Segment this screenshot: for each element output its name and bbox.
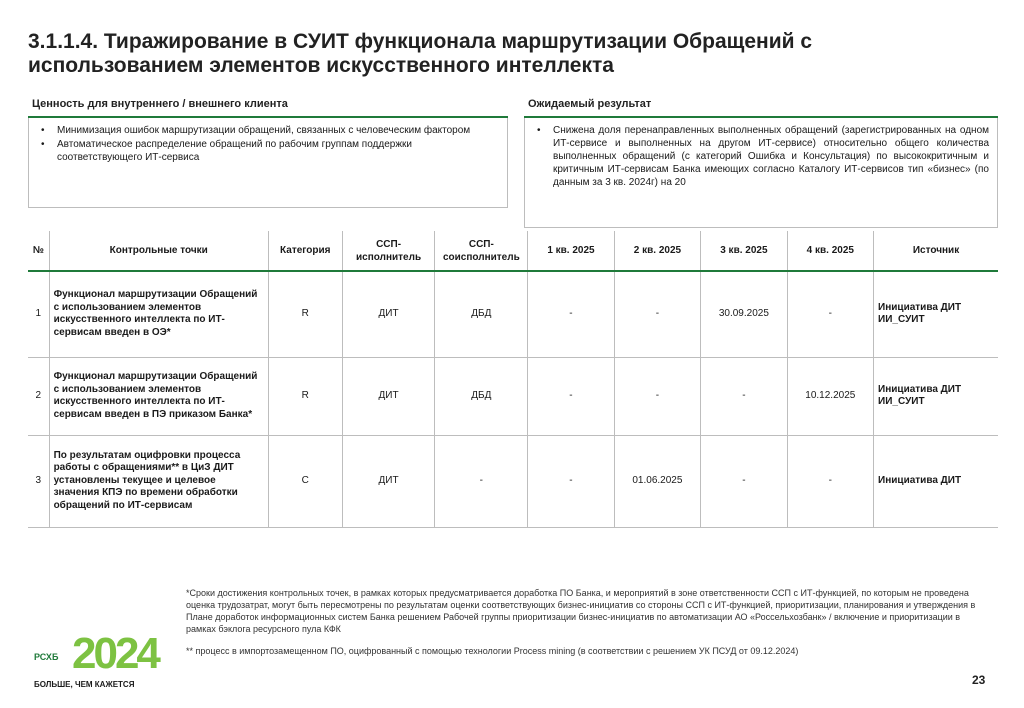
row-number: 3 bbox=[28, 435, 49, 527]
footnotes bbox=[186, 587, 976, 657]
logo-year: 2024 bbox=[72, 629, 158, 678]
q4-cell: - bbox=[787, 271, 873, 357]
header-number: № bbox=[28, 231, 49, 271]
q2-cell: - bbox=[614, 357, 700, 435]
q1-cell: - bbox=[528, 435, 614, 527]
bullet-icon: • bbox=[537, 125, 541, 136]
q2-cell: - bbox=[614, 271, 700, 357]
q1-cell: - bbox=[528, 357, 614, 435]
q2-cell: 01.06.2025 bbox=[614, 435, 700, 527]
header-checkpoints: Контрольные точки bbox=[49, 231, 268, 271]
expected-result-heading: Ожидаемый результат bbox=[524, 98, 998, 118]
source-cell: Инициатива ДИТ ИИ_СУИТ bbox=[874, 271, 998, 357]
coexecutor-cell: ДБД bbox=[435, 357, 528, 435]
checkpoint-text: Функционал маршрутизации Обращений с использованием элементов искусственного интеллекта по ИТ-сервисам введен в ПЭ приказом Банка* bbox=[49, 357, 268, 435]
table-header-row bbox=[28, 231, 998, 271]
bullet-icon: • bbox=[41, 125, 45, 136]
page-number: 23 bbox=[972, 673, 986, 687]
client-value-panel bbox=[28, 98, 508, 208]
client-value-body bbox=[28, 118, 508, 208]
bullet-icon: • bbox=[41, 139, 45, 150]
checkpoint-text: Функционал маршрутизации Обращений с использованием элементов искусственного интеллекта по ИТ-сервисам введен в ОЭ* bbox=[49, 271, 268, 357]
footnote-process-mining: ** процесс в импортозамещенном ПО, оцифрованный с помощью технологии Process mining (в соответствии с решением УК ПСУД от 09.12.2024) bbox=[186, 646, 799, 656]
footnote-deadlines: *Сроки достижения контрольных точек, в рамках которых предусматривается доработка ПО Банка, и мероприятий в зоне ответственности ССП с ИТ-функцией, по которым не проведена оценка трудозатрат, могут быть пересмотрены по результатам оценки соответствующих бизнес-инициатив со стороны ССП с ИТ-функцией, приоритизации, планирования и утверждения в Плане доработок информационных систем Банка решением Рабочей группы приоритизации бизнес-инициатив по автоматизации АО «Россельхозбанк» / включение и приоритизации в рамках бэклога ресурсного пула КФК bbox=[186, 588, 976, 634]
logo-slogan: БОЛЬШЕ, ЧЕМ КАЖЕТСЯ bbox=[34, 680, 135, 689]
q4-cell: 10.12.2025 bbox=[787, 357, 873, 435]
q4-cell: - bbox=[787, 435, 873, 527]
header-executor: ССП-исполнитель bbox=[342, 231, 435, 271]
header-q2: 2 кв. 2025 bbox=[614, 231, 700, 271]
category-cell: R bbox=[268, 357, 342, 435]
coexecutor-cell: - bbox=[435, 435, 528, 527]
row-number: 1 bbox=[28, 271, 49, 357]
checkpoints-table bbox=[28, 231, 998, 528]
rshb-2024-logo bbox=[28, 630, 158, 694]
coexecutor-cell: ДБД bbox=[435, 271, 528, 357]
expected-result-panel bbox=[524, 98, 998, 228]
q3-cell: - bbox=[701, 357, 787, 435]
header-q3: 3 кв. 2025 bbox=[701, 231, 787, 271]
q3-cell: - bbox=[701, 435, 787, 527]
client-value-item: • Минимизация ошибок маршрутизации обращений, связанных с человеческим фактором bbox=[41, 125, 471, 136]
client-value-item: • Автоматическое распределение обращений по рабочим группам поддержки соответствующего ИТ-сервиса bbox=[41, 139, 412, 163]
header-q4: 4 кв. 2025 bbox=[787, 231, 873, 271]
source-cell: Инициатива ДИТ bbox=[874, 435, 998, 527]
slide-title: 3.1.1.4. Тиражирование в СУИТ функционала маршрутизации Обращений с использованием элементов искусственного интеллекта bbox=[28, 30, 813, 77]
expected-result-body bbox=[524, 118, 998, 228]
expected-result-item: • Снижена доля перенаправленных выполненных обращений (зарегистрированных на одном ИТ-сервисе и выполненных на другом ИТ-сервисе) относительно общего количества выполненных обращений (с категорий Ошибка и Консультация) по высококритичным и критичным ИТ-сервисам Банка имеющих согласно Каталогу ИТ-сервисов тип «бизнес» (по данным за 3 кв. 2024г) на 20 bbox=[537, 125, 989, 188]
source-cell: Инициатива ДИТ ИИ_СУИТ bbox=[874, 357, 998, 435]
client-value-heading: Ценность для внутреннего / внешнего клиента bbox=[28, 98, 508, 118]
logo-brand: РСХБ bbox=[34, 652, 59, 662]
q1-cell: - bbox=[528, 271, 614, 357]
category-cell: R bbox=[268, 271, 342, 357]
category-cell: С bbox=[268, 435, 342, 527]
table-row bbox=[28, 435, 998, 527]
executor-cell: ДИТ bbox=[342, 357, 435, 435]
header-coexecutor: ССП-соисполнитель bbox=[435, 231, 528, 271]
table-row bbox=[28, 357, 998, 435]
executor-cell: ДИТ bbox=[342, 435, 435, 527]
checkpoint-text: По результатам оцифровки процесса работы с обращениями** в ЦиЗ ДИТ установлены текущее и целевое значения КПЭ по времени обработки обращений по ИТ-сервисам bbox=[49, 435, 268, 527]
header-category: Категория bbox=[268, 231, 342, 271]
header-source: Источник bbox=[874, 231, 998, 271]
header-q1: 1 кв. 2025 bbox=[528, 231, 614, 271]
executor-cell: ДИТ bbox=[342, 271, 435, 357]
table-row bbox=[28, 271, 998, 357]
q3-cell: 30.09.2025 bbox=[701, 271, 787, 357]
row-number: 2 bbox=[28, 357, 49, 435]
